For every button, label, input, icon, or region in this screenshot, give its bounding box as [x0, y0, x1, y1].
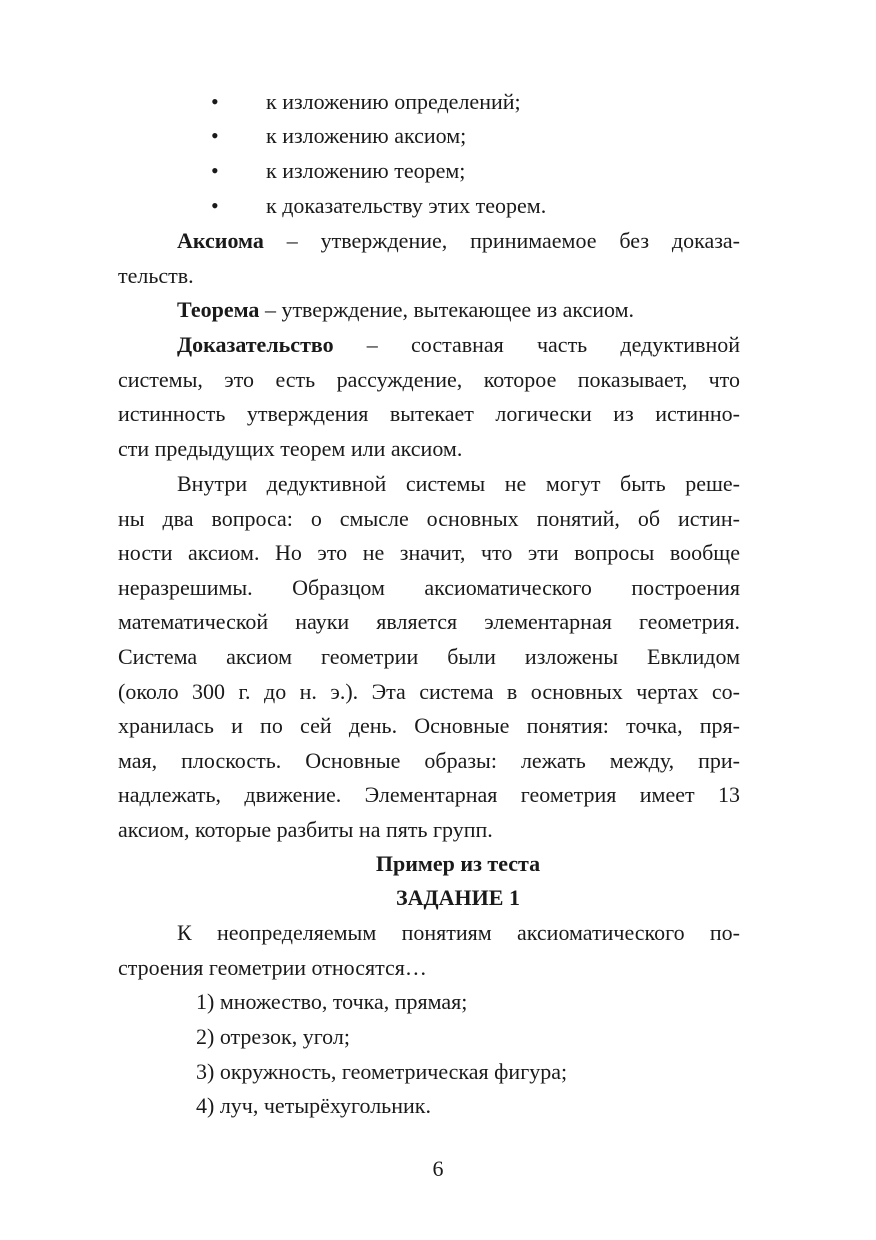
- text-line: неразрешимы. Образцом аксиоматического построения: [118, 575, 740, 600]
- list-item: к изложению определений;: [266, 89, 521, 114]
- text-line: Система аксиом геометрии были изложены Евклидом: [118, 644, 740, 669]
- text-line: системы, это есть рассуждение, которое показывает, что: [118, 367, 740, 392]
- list-item: к доказательству этих теорем.: [266, 193, 547, 218]
- answer-option: 2) отрезок, угол;: [196, 1024, 350, 1049]
- text-line: (около 300 г. до н. э.). Эта система в основных чертах со-: [118, 679, 740, 704]
- answer-option: 3) окружность, геометрическая фигура;: [196, 1059, 568, 1084]
- list-item: к изложению теорем;: [266, 158, 466, 183]
- proof-term: Доказательство: [177, 332, 334, 357]
- text-line: надлежать, движение. Элементарная геометрия имеет 13: [118, 782, 740, 807]
- question-text: строения геометрии относятся…: [118, 955, 427, 980]
- axiom-definition: Аксиома – утверждение, принимаемое без доказа-: [177, 228, 740, 253]
- text-line: математической науки является элементарная геометрия.: [118, 609, 740, 634]
- bullet-icon: •: [211, 158, 219, 183]
- text-line: ности аксиом. Но это не значит, что эти вопросы вообще: [118, 540, 740, 565]
- answer-option: 4) луч, четырёхугольник.: [196, 1093, 431, 1118]
- bullet-icon: •: [211, 193, 219, 218]
- text-line: мая, плоскость. Основные образы: лежать между, при-: [118, 748, 740, 773]
- proof-definition: Доказательство – составная часть дедуктивной: [177, 332, 740, 357]
- section-heading: Пример из теста: [375, 851, 541, 876]
- bullet-icon: •: [211, 123, 219, 148]
- text-line: сти предыдущих теорем или аксиом.: [118, 436, 463, 461]
- page-number: 6: [432, 1156, 444, 1181]
- text-line: истинность утверждения вытекает логически из истинно-: [118, 401, 740, 426]
- question-text: К неопределяемым понятиям аксиоматического по-: [177, 920, 740, 945]
- list-item: к изложению аксиом;: [266, 123, 467, 148]
- text-line: хранилась и по сей день. Основные понятия: точка, пря-: [118, 713, 740, 738]
- task-heading: ЗАДАНИЕ 1: [396, 885, 520, 910]
- theorem-term: Теорема: [177, 297, 260, 322]
- answer-option: 1) множество, точка, прямая;: [196, 989, 468, 1014]
- text-line: аксиом, которые разбиты на пять групп.: [118, 817, 493, 842]
- theorem-definition: Теорема – утверждение, вытекающее из аксиом.: [177, 297, 635, 322]
- bullet-icon: •: [211, 89, 219, 114]
- text-line: Внутри дедуктивной системы не могут быть реше-: [177, 471, 740, 496]
- text-line: тельств.: [118, 263, 194, 288]
- text-line: ны два вопроса: о смысле основных понятий, об истин-: [118, 506, 740, 531]
- axiom-term: Аксиома: [177, 228, 264, 253]
